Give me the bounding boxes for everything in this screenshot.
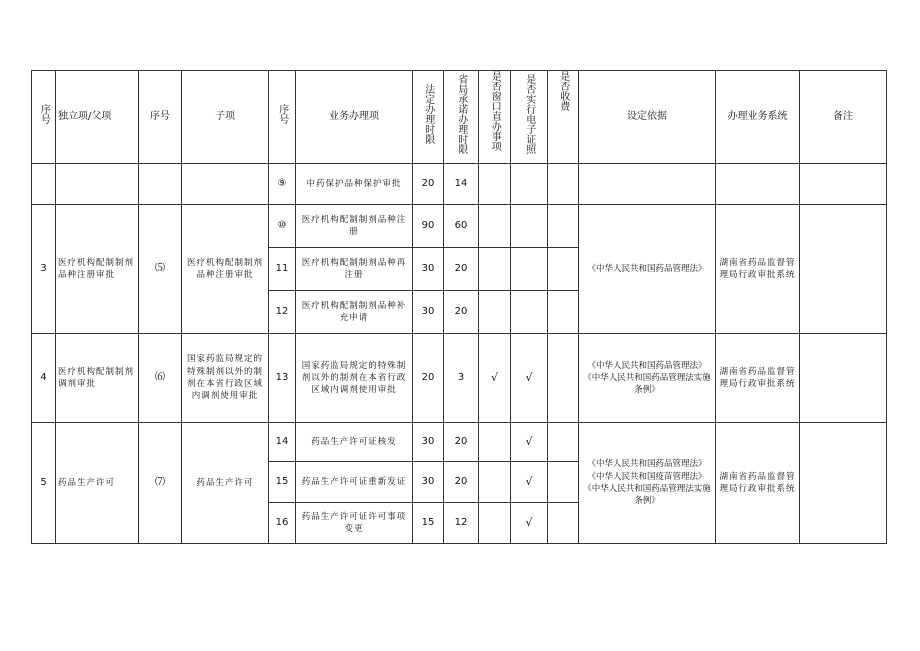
- legal-limit: 30: [413, 423, 444, 462]
- legal-basis: [579, 423, 716, 544]
- promised-limit: 3: [444, 334, 479, 423]
- remarks: [800, 423, 887, 544]
- business-item: 医疗机构配制制剂品种再注册: [296, 248, 413, 291]
- row-seq2: ⑺: [139, 423, 182, 544]
- row-seq3: ⑨: [269, 164, 296, 205]
- header-basis: 设定依据: [579, 71, 716, 164]
- business-system: 湖南省药品监督管理局行政审批系统: [716, 205, 800, 334]
- header-promised-limit: 省局承诺办理时限: [444, 71, 479, 164]
- approval-items-table: [31, 70, 887, 544]
- legal-basis: [579, 334, 716, 423]
- legal-basis-1: 《中华人民共和国药品管理法》: [587, 459, 707, 470]
- header-charge: 是否收费: [548, 71, 579, 164]
- header-window-direct: 是否窗口直办事项: [479, 71, 511, 164]
- table-row: [32, 334, 887, 423]
- row-seq3: 16: [269, 503, 296, 544]
- business-system: 湖南省药品监督管理局行政审批系统: [716, 423, 800, 544]
- window-direct-check: √: [479, 334, 511, 423]
- header-legal-limit: 法定办理时限: [413, 71, 444, 164]
- row-seq3: 11: [269, 248, 296, 291]
- e-license-check: √: [511, 334, 548, 423]
- e-license-check: √: [511, 462, 548, 503]
- row-seq: 5: [32, 423, 56, 544]
- header-seq3: 序号: [269, 71, 296, 164]
- legal-limit: 15: [413, 503, 444, 544]
- legal-limit: 20: [413, 164, 444, 205]
- row-seq3: 15: [269, 462, 296, 503]
- promised-limit: 20: [444, 291, 479, 334]
- header-business-item: 业务办理项: [296, 71, 413, 164]
- business-item: 中药保护品种保护审批: [296, 164, 413, 205]
- promised-limit: 20: [444, 462, 479, 503]
- row-seq3: 13: [269, 334, 296, 423]
- promised-limit: 20: [444, 423, 479, 462]
- business-item: 国家药监局规定的特殊制剂以外的制剂在本省行政区域内调剂使用审批: [296, 334, 413, 423]
- row-seq3: 12: [269, 291, 296, 334]
- subitem: 医疗机构配制制剂品种注册审批: [182, 205, 269, 334]
- parent-item: 药品生产许可: [56, 423, 139, 544]
- header-seq: 序号: [32, 71, 56, 164]
- remarks: [800, 334, 887, 423]
- promised-limit: 12: [444, 503, 479, 544]
- business-item: 药品生产许可证许可事项变更: [296, 503, 413, 544]
- business-item: 药品生产许可证核发: [296, 423, 413, 462]
- legal-limit: 90: [413, 205, 444, 248]
- e-license-check: √: [511, 423, 548, 462]
- header-row: [32, 71, 887, 164]
- legal-limit: 30: [413, 462, 444, 503]
- business-item: 医疗机构配制制剂品种注册: [296, 205, 413, 248]
- parent-item: 医疗机构配制制剂品种注册审批: [56, 205, 139, 334]
- e-license-check: √: [511, 503, 548, 544]
- legal-basis-2: 《中华人民共和国疫苗管理法》: [587, 471, 707, 482]
- parent-item: 医疗机构配制制剂调剂审批: [56, 334, 139, 423]
- header-system: 办理业务系统: [716, 71, 800, 164]
- row-seq: 3: [32, 205, 56, 334]
- legal-basis-2: 《中华人民共和国药品管理法实施条例》: [583, 372, 711, 396]
- remarks: [800, 205, 887, 334]
- header-seq2: 序号: [139, 71, 182, 164]
- subitem: 药品生产许可: [182, 423, 269, 544]
- business-system: 湖南省药品监督管理局行政审批系统: [716, 334, 800, 423]
- header-subitem: 子项: [182, 71, 269, 164]
- subitem: 国家药监局规定的特殊制剂以外的制剂在本省行政区域内调剂使用审批: [182, 334, 269, 423]
- header-remarks: 备注: [800, 71, 887, 164]
- row-seq3: 14: [269, 423, 296, 462]
- table-row: [32, 205, 887, 248]
- promised-limit: 14: [444, 164, 479, 205]
- business-item: 药品生产许可证重新发证: [296, 462, 413, 503]
- legal-basis-1: 《中华人民共和国药品管理法》: [587, 360, 707, 371]
- row-seq: 4: [32, 334, 56, 423]
- business-item: 医疗机构配制制剂品种补充申请: [296, 291, 413, 334]
- row-seq3: ⑩: [269, 205, 296, 248]
- legal-limit: 20: [413, 334, 444, 423]
- table-row: [32, 164, 887, 205]
- row-seq2: ⑹: [139, 334, 182, 423]
- table-row: [32, 423, 887, 462]
- promised-limit: 20: [444, 248, 479, 291]
- promised-limit: 60: [444, 205, 479, 248]
- header-e-license: 是否实行电子证照: [511, 71, 548, 164]
- legal-limit: 30: [413, 291, 444, 334]
- legal-basis-3: 《中华人民共和国药品管理法实施条例》: [583, 484, 711, 507]
- header-independent-parent: 独立项/父项: [56, 71, 139, 164]
- row-seq2: ⑸: [139, 205, 182, 334]
- legal-limit: 30: [413, 248, 444, 291]
- legal-basis: 《中华人民共和国药品管理法》: [579, 205, 716, 334]
